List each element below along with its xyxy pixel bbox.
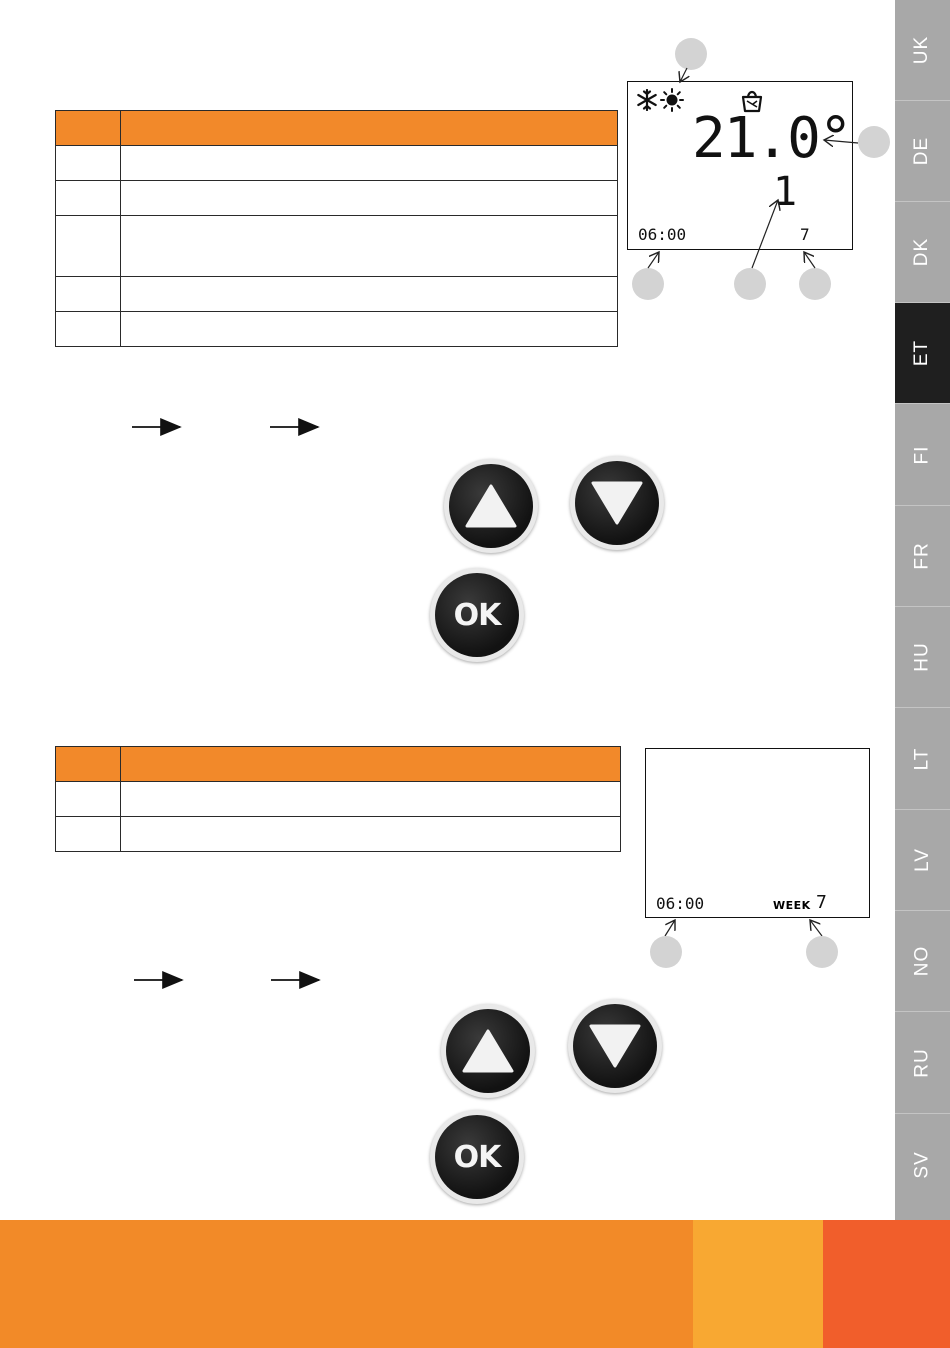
tab-label: HU xyxy=(911,642,933,672)
tab-no[interactable] xyxy=(895,911,950,1012)
callout-marker xyxy=(650,936,682,968)
tab-sv[interactable] xyxy=(895,1114,950,1215)
footer-band-main xyxy=(0,1220,693,1348)
arrow-up-icon xyxy=(464,482,518,530)
table-header-row xyxy=(56,747,621,782)
program-number-readout: 1 xyxy=(773,169,798,215)
tab-fr[interactable] xyxy=(895,506,950,607)
arrow-down-icon xyxy=(588,1022,642,1070)
tab-label: SV xyxy=(911,1150,933,1179)
language-tab-strip xyxy=(895,0,950,1220)
week-number-readout: 7 xyxy=(800,225,810,244)
up-button[interactable] xyxy=(444,459,538,553)
ok-button[interactable] xyxy=(430,1110,524,1204)
time-readout: 06:00 xyxy=(638,225,687,244)
tab-label: NO xyxy=(911,945,933,977)
tab-label: UK xyxy=(911,35,933,65)
table-cell xyxy=(56,817,121,852)
time-readout: 06:00 xyxy=(656,894,705,913)
callout-marker xyxy=(806,936,838,968)
tab-label: ET xyxy=(911,339,933,367)
tab-label: FI xyxy=(911,445,933,465)
info-table-2 xyxy=(55,746,621,852)
down-button[interactable] xyxy=(568,999,662,1093)
footer-band-middle xyxy=(693,1220,823,1348)
tab-hu[interactable] xyxy=(895,607,950,708)
ok-button-label: OK xyxy=(453,1139,501,1175)
arrow-up-icon xyxy=(461,1027,515,1075)
tab-ru[interactable] xyxy=(895,1013,950,1114)
down-button[interactable] xyxy=(570,456,664,550)
tab-dk[interactable] xyxy=(895,202,950,303)
thermostat-display-2 xyxy=(645,748,870,918)
table-cell xyxy=(56,782,121,817)
tab-fi[interactable] xyxy=(895,405,950,506)
tab-label: LT xyxy=(911,747,933,771)
tab-label: DK xyxy=(911,237,933,267)
ok-button[interactable] xyxy=(430,568,524,662)
tab-lv[interactable] xyxy=(895,810,950,911)
tab-label: DE xyxy=(911,136,933,166)
table-cell xyxy=(121,817,621,852)
arrow-down-icon xyxy=(590,479,644,527)
up-button[interactable] xyxy=(441,1004,535,1098)
tab-label: LV xyxy=(911,848,933,872)
table-cell xyxy=(121,782,621,817)
table-header-cell xyxy=(56,747,121,782)
tab-de[interactable] xyxy=(895,101,950,202)
tab-label: FR xyxy=(911,542,933,570)
tab-lt[interactable] xyxy=(895,709,950,810)
week-number-readout: 7 xyxy=(816,892,827,913)
tab-label: RU xyxy=(911,1048,933,1078)
tab-uk[interactable] xyxy=(895,0,950,101)
table-header-cell xyxy=(121,747,621,782)
table-row xyxy=(56,817,621,852)
week-label: WEEK xyxy=(773,899,811,912)
footer-band-right xyxy=(823,1220,950,1348)
ok-button-label: OK xyxy=(453,597,501,633)
table-row xyxy=(56,782,621,817)
tab-et[interactable] xyxy=(895,303,950,404)
temperature-readout: 21.0° xyxy=(692,106,851,171)
